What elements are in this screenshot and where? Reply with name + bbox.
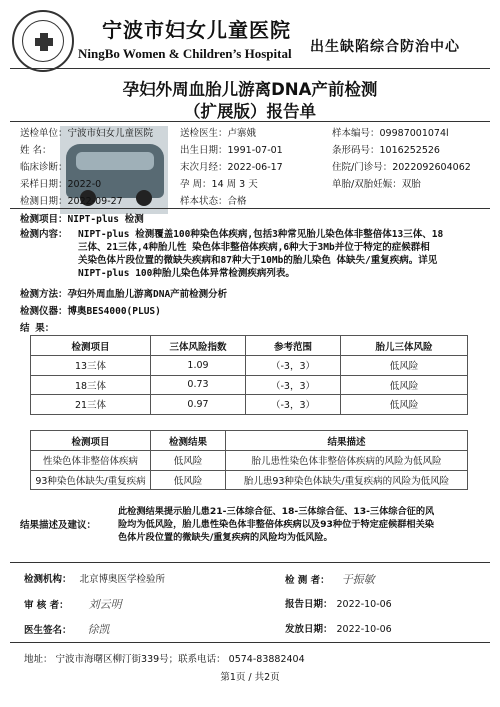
reviewer: 审 核 者： 刘云明 (24, 598, 122, 611)
test-content-line: 三体、21三体,4种胎儿性 染色体非整倍体疾病,6种大于3Mb并位于特定的症候群相 (78, 242, 430, 253)
tester: 检 测 者： 于振敏 (285, 573, 375, 586)
table-row (31, 470, 468, 490)
table-header: 三体风险指数 (151, 336, 246, 356)
info-doctor: 送检医生：卢寨娥 (180, 128, 257, 139)
table-header-row (31, 336, 468, 356)
table-cell: 低风险 (151, 470, 226, 490)
test-content-line: NIPT-plus 100种胎儿染色体异常检测疾病列表。 (78, 268, 295, 279)
department-name: 出生缺陷综合防治中心 (310, 39, 460, 55)
report-subtitle: （扩展版）报告单 (184, 102, 316, 121)
footer-divider (10, 562, 490, 563)
table-row (31, 356, 468, 376)
test-method: 检测方法：孕妇外周血胎儿游离DNA产前检测分析 (20, 289, 228, 300)
test-content-line: NIPT-plus 检测覆盖100种染色体疾病,包括3种常见胎儿染色体非整倍体13三体、18 (78, 229, 444, 240)
logo-ring (22, 20, 64, 62)
test-content-line: 关染色体片段位置的微缺失疾病和87种大于10Mb的胎儿染色 体缺失/重复疾病。详见 (78, 255, 438, 266)
table-cell: 低风险 (341, 356, 468, 376)
test-content (78, 228, 490, 280)
van-windows (76, 152, 154, 170)
table-cell: 93种染色体缺失/重复疾病 (31, 470, 151, 490)
reviewer-signature: 刘云明 (88, 598, 122, 611)
page-number: 第1页 / 共2页 (220, 672, 280, 683)
table-header: 检测项目 (31, 336, 151, 356)
table-row (31, 395, 468, 415)
tester-signature: 于振敏 (341, 573, 375, 586)
table-header: 检测结果 (151, 431, 226, 451)
table-cell: 21三体 (31, 395, 151, 415)
conclusion-text (118, 505, 490, 544)
table-row (31, 451, 468, 471)
table-row (31, 375, 468, 395)
info-sample-status: 样本状态：合格 (180, 196, 247, 207)
table-cell: （-3，3） (246, 356, 341, 376)
table-cell: 低风险 (151, 451, 226, 471)
table-cell: 性染色体非整倍体疾病 (31, 451, 151, 471)
hospital-address: 地址： 宁波市海曙区柳汀街339号；联系电话： 0574-83882404 (24, 654, 305, 665)
table-cell: （-3，3） (246, 375, 341, 395)
info-test-date: 检测日期：2022-09-27 (20, 196, 123, 207)
table-cell: 低风险 (341, 395, 468, 415)
table-header: 检测项目 (31, 431, 151, 451)
info-diagnosis: 临床诊断： (20, 162, 68, 173)
report-date: 报告日期： 2022-10-06 (285, 599, 392, 610)
info-barcode: 条形码号：1016252526 (332, 145, 440, 156)
info-last-period: 末次月经：2022-06-17 (180, 162, 283, 173)
table-cell: 胎儿患性染色体非整倍体疾病的风险为低风险 (226, 451, 468, 471)
logo-cross-bar (35, 38, 53, 46)
table-cell: 1.09 (151, 356, 246, 376)
doctor-signature: 徐凯 (87, 623, 110, 636)
conclusion-line: 色体片段位置的微缺失/重复疾病的风险均为低风险。 (118, 532, 333, 543)
table-header-row (31, 431, 468, 451)
info-pregnancy-type: 单胎/双胎妊娠：双胎 (332, 179, 421, 190)
info-sample-id: 样本编号：09987001074l (332, 128, 449, 139)
hospital-logo (12, 10, 74, 72)
hospital-name-en: NingBo Women & Children’s Hospital (78, 46, 292, 61)
conclusion-line: 险均为低风险，胎儿患性染色体非整倍体疾病以及93种位于特定症候群相关染 (118, 519, 434, 530)
table-header: 胎儿三体风险 (341, 336, 468, 356)
conclusion-label: 结果描述及建议： (20, 520, 97, 531)
trisomy-risk-table (30, 335, 468, 415)
report-title: 孕妇外周血胎儿游离DNA产前检测 (122, 80, 378, 99)
table-cell: 0.97 (151, 395, 246, 415)
test-instrument: 检测仪器：博奥BES4000(PLUS) (20, 306, 161, 317)
info-divider (10, 208, 490, 209)
table-cell: 18三体 (31, 375, 151, 395)
info-birth-date: 出生日期：1991-07-01 (180, 145, 283, 156)
info-sender-unit: 送检单位：宁波市妇女儿童医院 (20, 128, 154, 139)
table-cell: 0.73 (151, 375, 246, 395)
table-header: 结果描述 (226, 431, 468, 451)
issue-date: 发放日期： 2022-10-06 (285, 624, 392, 635)
info-name: 姓 名： (20, 145, 52, 156)
van-wheel (136, 190, 152, 206)
table-cell: （-3，3） (246, 395, 341, 415)
table-header: 参考范围 (246, 336, 341, 356)
table-cell: 13三体 (31, 356, 151, 376)
table-cell: 胎儿患93种染色体缺失/重复疾病的风险为低风险 (226, 470, 468, 490)
hospital-name-cn: 宁波市妇女儿童医院 (102, 18, 291, 42)
lab-name: 检测机构： 北京博奥医学检验所 (24, 574, 166, 585)
info-sampling-date: 采样日期：2022-0 (20, 179, 102, 190)
info-hospital-number: 住院/门诊号：2022092604062 (332, 162, 471, 173)
test-content-label: 检测内容： (20, 229, 68, 240)
info-gestational-week: 孕 周：14 周 3 天 (180, 179, 258, 190)
table-cell: 低风险 (341, 375, 468, 395)
address-divider (10, 642, 490, 643)
doctor-signature-field: 医生签名： 徐凯 (24, 623, 110, 636)
test-project: 检测项目：NIPT-plus 检测 (20, 214, 144, 225)
header-divider (10, 68, 490, 69)
result-label: 结 果： (20, 323, 55, 334)
title-divider (10, 121, 490, 122)
conclusion-line: 此检测结果提示胎儿患21-三体综合征、18-三体综合征、13-三体综合征的风 (118, 506, 435, 517)
disease-risk-table (30, 430, 468, 490)
